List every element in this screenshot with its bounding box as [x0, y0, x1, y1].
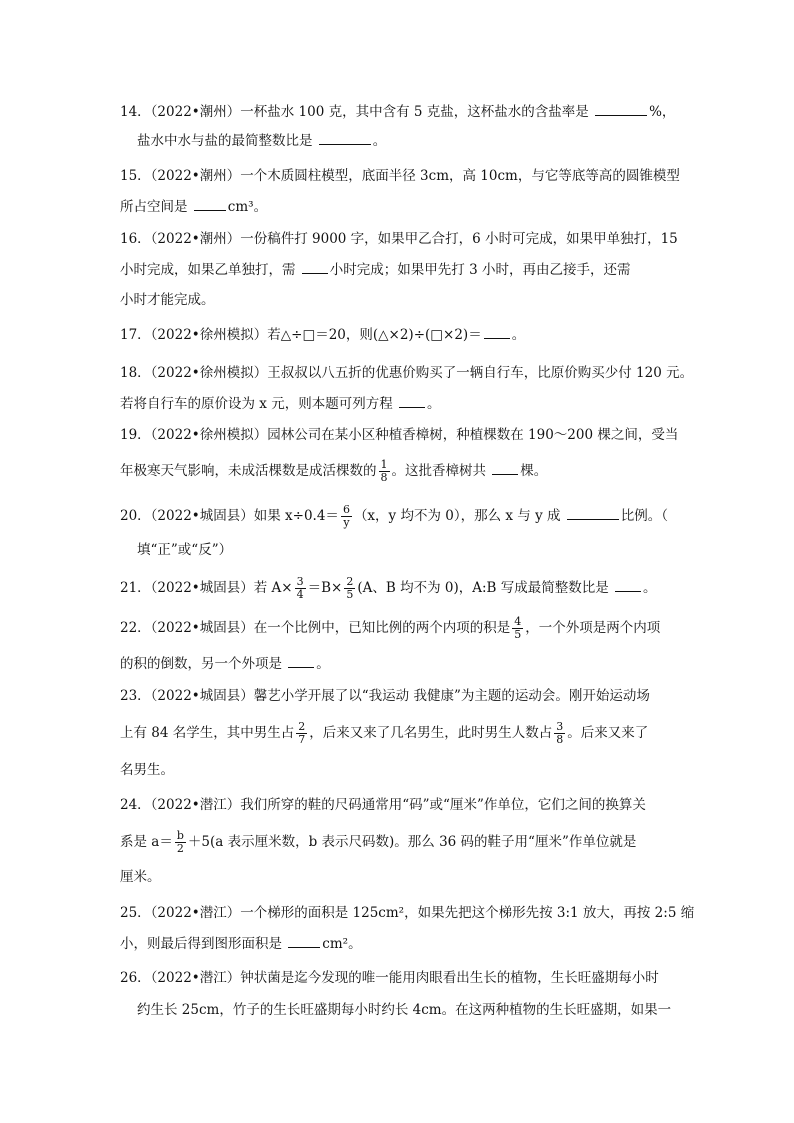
question-20-line-2: 填“正”或“反”） — [137, 542, 233, 558]
question-14-line-1: 14．（2022•潮州）一杯盐水 100 克，其中含有 5 克盐，这杯盐水的含盐率是 %， — [120, 104, 676, 120]
fraction: $\frac{b}{2}$ — [176, 829, 184, 855]
question-19-line-1: 19．（2022•徐州模拟）园林公司在某小区种植香樟树，种植棵数在 190～200 棵之间，受当 — [120, 427, 679, 443]
fraction: $\frac{6}{y}$ — [342, 503, 350, 529]
answer-blank[interactable] — [595, 102, 647, 116]
answer-blank[interactable] — [492, 461, 518, 475]
fraction: $\frac{1}{8}$ — [380, 458, 388, 484]
answer-blank[interactable] — [615, 578, 641, 592]
answer-blank[interactable] — [194, 197, 226, 211]
question-14-line-2: 盐水中水与盐的最简整数比是 。 — [137, 133, 387, 149]
question-15-line-2: 所占空间是 cm³。 — [120, 199, 268, 215]
question-23-line-2: 上有 84 名学生，其中男生占 $\frac{2}{7}$ ，后来又来了几名男生，此时男生人数占 $\frac{3}{8}$ 。后来又来了 — [120, 720, 649, 746]
answer-blank[interactable] — [288, 654, 314, 668]
question-21: 21．（2022•城固县）若 A× $\frac{3}{4}$ ＝B× $\frac{2}{5}$ (A、B 均不为 0)，A:B 写成最简整数比是 。 — [120, 575, 657, 601]
question-24-line-1: 24．（2022•潜江）我们所穿的鞋的尺码通常用“码”或“厘米”作单位，它们之间的换算关 — [120, 797, 646, 813]
question-22-line-1: 22．（2022•城固县）在一个比例中，已知比例的两个内项的积是 $\frac{4}{5}$ ，一个外项是两个内项 — [120, 615, 661, 641]
answer-blank[interactable] — [484, 325, 510, 339]
answer-blank[interactable] — [567, 506, 619, 520]
question-23-line-1: 23．（2022•城固县）馨艺小学开展了以“我运动 我健康”为主题的运动会。刚开始运动场 — [120, 688, 650, 704]
answer-blank[interactable] — [288, 934, 320, 948]
question-18-line-2: 若将自行车的原价设为 x 元，则本题可列方程 。 — [120, 396, 441, 412]
fraction: $\frac{2}{5}$ — [346, 575, 354, 601]
question-19-line-2: 年极寒天气影响，未成活棵数是成活棵数的 $\frac{1}{8}$ 。这批香樟树共 棵。 — [120, 458, 548, 484]
question-15-line-1: 15．（2022•潮州）一个木质圆柱模型，底面半径 3cm，高 10cm，与它等底等高的圆锥模型 — [120, 168, 680, 184]
question-26-line-2: 约生长 25cm，竹子的生长旺盛期每小时约长 4cm。在这两种植物的生长旺盛期，如果一 — [137, 1002, 672, 1018]
question-24-line-2: 系是 a＝ $\frac{b}{2}$ ＋5(a 表示厘米数，b 表示尺码数)。那么 36 码的鞋子用“厘米”作单位就是 — [120, 829, 637, 855]
answer-blank[interactable] — [302, 260, 328, 274]
question-25-line-1: 25．（2022•潜江）一个梯形的面积是 125cm²，如果先把这个梯形先按 3:1 放大，再按 2:5 缩 — [120, 905, 695, 921]
question-18-line-1: 18．（2022•徐州模拟）王叔叔以八五折的优惠价购买了一辆自行车，比原价购买少付 120 元。 — [120, 365, 694, 381]
fraction: $\frac{4}{5}$ — [514, 615, 522, 641]
fraction: $\frac{3}{4}$ — [296, 575, 304, 601]
question-23-line-3: 名男生。 — [120, 762, 174, 778]
question-16-line-2: 小时完成，如果乙单独打，需 小时完成；如果甲先打 3 小时，再由乙接手，还需 — [120, 262, 631, 278]
question-16-line-1: 16．（2022•潮州）一份稿件打 9000 字，如果甲乙合打，6 小时可完成，如果甲单独打，15 — [120, 231, 678, 247]
fraction: $\frac{2}{7}$ — [298, 720, 306, 746]
answer-blank[interactable] — [319, 131, 371, 145]
question-22-line-2: 的积的倒数，另一个外项是 。 — [120, 656, 330, 672]
question-26-line-1: 26．（2022•潜江）钟状菌是迄今发现的唯一能用肉眼看出生长的植物，生长旺盛期每小时 — [120, 970, 659, 986]
question-24-line-3: 厘米。 — [120, 869, 161, 885]
question-20-line-1: 20．（2022•城固县）如果 x÷0.4＝ $\frac{6}{y}$ （x，y 均不为 0），那么 x 与 y 成 比例。（ — [120, 503, 669, 529]
answer-blank[interactable] — [399, 394, 425, 408]
question-17: 17．（2022•徐州模拟）若△÷□＝20，则(△×2)÷(□×2)＝ 。 — [120, 327, 526, 343]
question-16-line-3: 小时才能完成。 — [120, 292, 215, 308]
question-25-line-2: 小，则最后得到图形面积是 cm²。 — [120, 936, 362, 952]
fraction: $\frac{3}{8}$ — [556, 720, 564, 746]
